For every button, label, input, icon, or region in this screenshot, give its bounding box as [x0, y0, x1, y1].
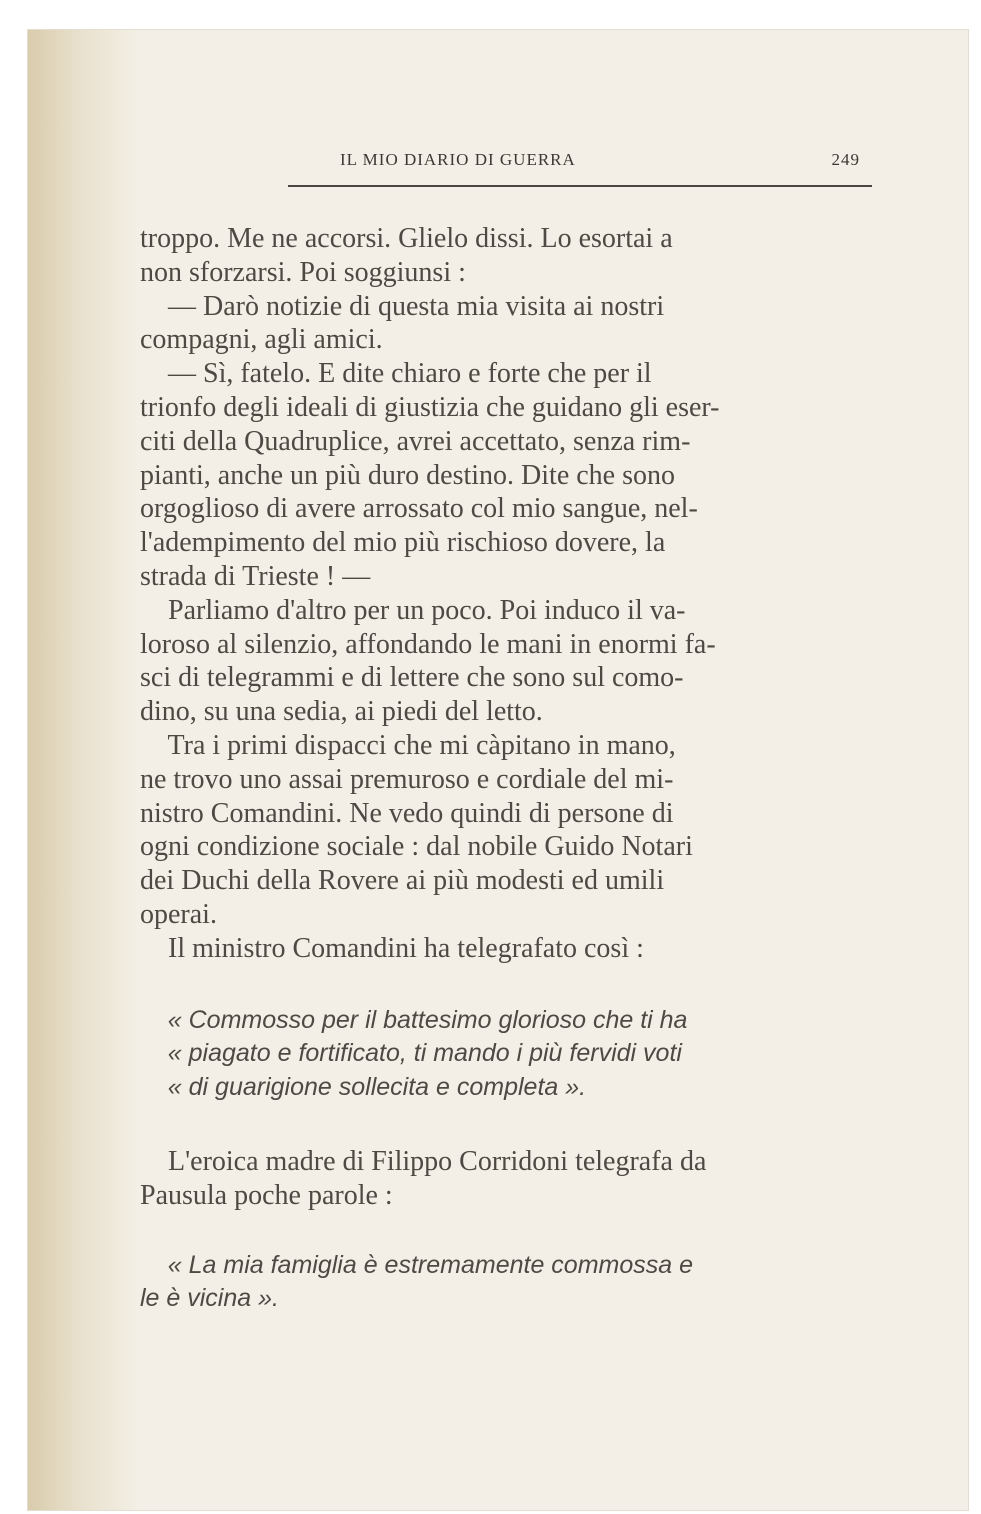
running-header [340, 150, 860, 174]
text-line: nistro Comandini. Ne vedo quindi di persone di [140, 797, 674, 829]
spacer [140, 1213, 875, 1249]
running-title: IL MIO DIARIO DI GUERRA [340, 150, 576, 169]
text-line: orgoglioso di avere arrossato col mio sangue, nel- [140, 493, 698, 525]
text-line: troppo. Me ne accorsi. Glielo dissi. Lo esortai a [140, 223, 673, 254]
text-line: sci di telegrammi e di lettere che sono sul como- [140, 662, 684, 694]
paragraph-block-2 [140, 1145, 875, 1213]
page-number: 249 [831, 150, 860, 169]
quote-line: le è vicina ». [140, 1284, 279, 1313]
text-line: — Darò notizie di questa mia visita ai nostri [140, 290, 665, 322]
page-spine-shadow [28, 30, 138, 1510]
text-line: l'adempimento del mio più rischioso dovere, la [140, 527, 666, 559]
text-line: operai. [140, 898, 217, 930]
text-line: Pausula poche parole : [140, 1179, 393, 1211]
body-text [140, 222, 875, 1316]
quote-line: « di guarigione sollecita e completa ». [140, 1073, 587, 1102]
text-line: loroso al silenzio, affondando le mani in enormi fa- [140, 628, 716, 660]
text-line: citi della Quadruplice, avrei accettato, senza rim- [140, 425, 691, 457]
text-line: strada di Trieste ! — [140, 560, 371, 592]
text-line: Il ministro Comandini ha telegrafato così : [140, 932, 644, 964]
text-line: compagni, agli amici. [140, 324, 383, 356]
text-line: L'eroica madre di Filippo Corridoni telegrafa da [140, 1145, 707, 1177]
text-line: Parliamo d'altro per un poco. Poi induco il va- [140, 594, 686, 626]
text-line: — Sì, fatelo. E dite chiaro e forte che per il [140, 358, 652, 390]
text-line: pianti, anche un più duro destino. Dite che sono [140, 459, 675, 491]
quote-line: « Commosso per il battesimo glorioso che ti ha [140, 1005, 688, 1034]
text-line: dino, su una sedia, ai piedi del letto. [140, 696, 543, 728]
spacer [140, 1105, 875, 1145]
quote-line: « piagato e fortificato, ti mando i più fervidi voti [140, 1039, 682, 1068]
text-line: dei Duchi della Rovere ai più modesti ed umili [140, 865, 665, 897]
text-line: ogni condizione sociale : dal nobile Guido Notari [140, 831, 693, 863]
quote-corridoni [140, 1249, 875, 1317]
quote-line: « La mia famiglia è estremamente commossa e [140, 1250, 694, 1279]
text-line: ne trovo uno assai premuroso e cordiale del mi- [140, 763, 674, 795]
paragraph-block-1 [140, 222, 875, 966]
text-line: Tra i primi dispacci che mi càpitano in mano, [140, 729, 676, 761]
header-rule [288, 185, 872, 187]
spacer [140, 966, 875, 1004]
text-line: non sforzarsi. Poi soggiunsi : [140, 256, 466, 288]
quote-comandini [140, 1004, 875, 1105]
text-line: trionfo degli ideali di giustizia che guidano gli eser- [140, 391, 720, 423]
